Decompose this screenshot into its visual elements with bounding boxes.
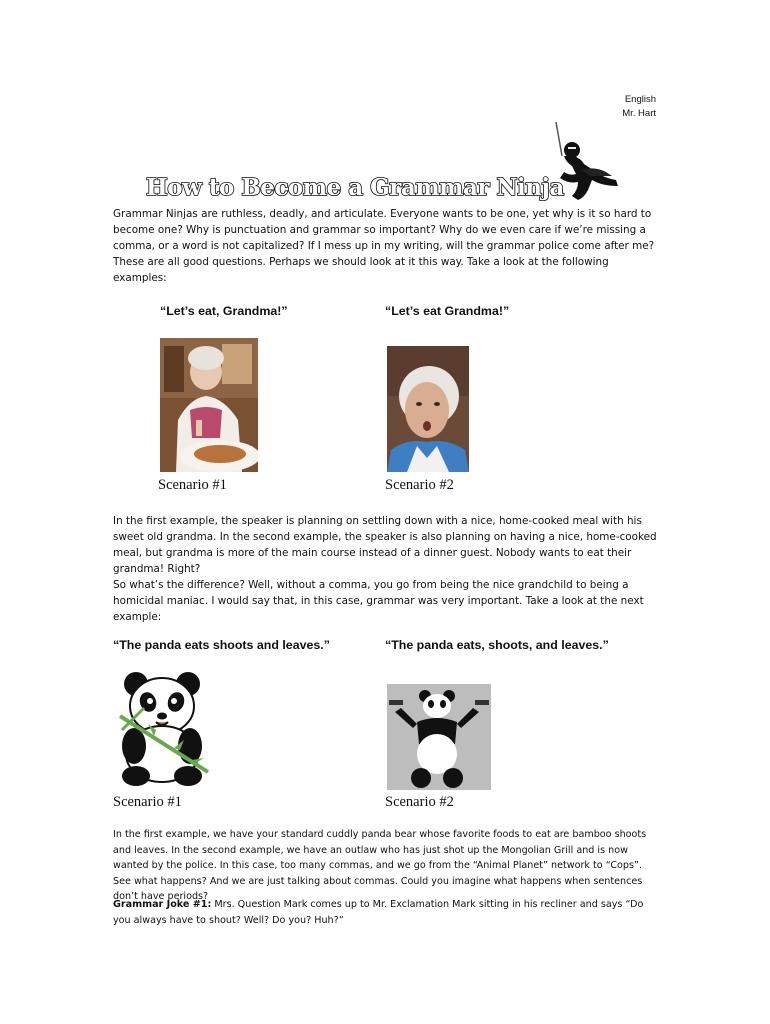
scenario-2-label-panda: Scenario #2	[385, 794, 454, 810]
intro-text: Grammar Ninjas are ruthless, deadly, and articulate. Everyone wants to be one, yet why is it so hard to become one? Why is punctuation and grammar so important? Why do we even care if we’re missing a comma, or a word is not capitalized? If I mess up in my writing, will the grammar police come after me? These are all good questions. Perhaps we should look at it this way. Take a look at the following examples:	[113, 208, 655, 284]
joke-text: Mrs. Question Mark comes up to Mr. Exclamation Mark sitting in his recliner and says “Do you always have to shout? Well? Do you? Huh?”	[113, 899, 644, 926]
example2-explanation	[113, 827, 658, 905]
scenario-2-label: Scenario #2	[385, 477, 454, 493]
page-title: How to Become a Grammar Ninja	[146, 174, 564, 201]
subject-label: English	[624, 94, 656, 105]
grandma-dinner-photo	[160, 338, 258, 472]
cuddly-panda-illustration	[114, 668, 212, 788]
header-block	[560, 93, 656, 121]
intro-paragraph	[113, 206, 658, 286]
grammar-joke	[113, 897, 658, 928]
outlaw-panda-illustration	[387, 684, 491, 790]
quote-lets-eat-no-comma: “Let’s eat Grandma!”	[385, 304, 510, 318]
scenario-1-label-panda: Scenario #1	[113, 794, 182, 810]
teacher-label: Mr. Hart	[622, 108, 656, 119]
example1-explanation	[113, 513, 658, 625]
scenario-1-label: Scenario #1	[158, 477, 227, 493]
example1-paragraph-1: In the first example, the speaker is planning on settling down with a nice, home-cooked meal with his sweet old grandma. In the second example, the speaker is also planning on having a nice, home-cooked meal, but grandma is more of the main course instead of a dinner guest. Nobody wants to eat their grandma! Right?	[113, 515, 657, 575]
example2-paragraph: In the first example, we have your standard cuddly panda bear whose favorite foods to eat are bamboo shoots and leaves. In the second example, we have an outlaw who has just shot up the Mongolian Grill and is now wanted by the police. In this case, too many commas, and we go from the “Animal Planet” network to “Cops”. See what happens? And we are just talking about commas. Could you imagine what happens when sentences don’t have periods?	[113, 829, 647, 902]
joke-label: Grammar Joke #1:	[113, 899, 212, 910]
quote-panda-commas: “The panda eats, shoots, and leaves.”	[385, 638, 609, 652]
quote-lets-eat-comma: “Let’s eat, Grandma!”	[160, 304, 288, 318]
quote-panda-no-commas: “The panda eats shoots and leaves.”	[113, 638, 330, 652]
grandma-surprised-photo	[387, 346, 469, 472]
example1-paragraph-2: So what’s the difference? Well, without a comma, you go from being the nice grandchild to being a homicidal maniac. I would say that, in this case, grammar was very important. Take a look at the next example:	[113, 579, 644, 623]
